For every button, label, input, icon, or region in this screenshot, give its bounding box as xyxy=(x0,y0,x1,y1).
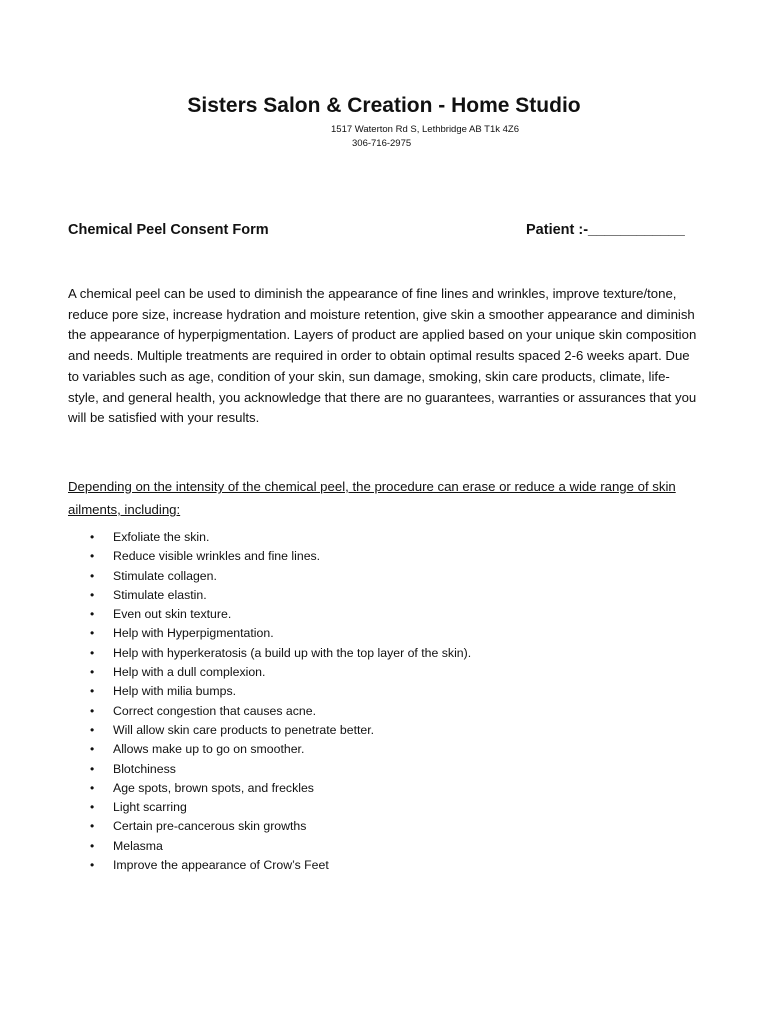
bullet-icon: • xyxy=(90,838,95,853)
list-item xyxy=(90,624,471,643)
form-title: Chemical Peel Consent Form xyxy=(68,222,269,238)
list-item xyxy=(90,779,471,798)
list-item-text: Even out skin texture. xyxy=(113,607,232,622)
bullet-icon: • xyxy=(90,684,95,699)
list-item xyxy=(90,605,471,624)
list-item xyxy=(90,856,471,875)
list-item-text: Improve the appearance of Crow’s Feet xyxy=(113,858,329,873)
list-item-text: Help with milia bumps. xyxy=(113,684,237,699)
list-item-text: Exfoliate the skin. xyxy=(113,530,210,544)
bullet-icon: • xyxy=(90,607,95,622)
list-item-text: Age spots, brown spots, and freckles xyxy=(113,780,314,795)
bullet-icon: • xyxy=(90,626,95,641)
salon-phone: 306-716-2975 xyxy=(352,138,412,149)
bullet-icon: • xyxy=(90,761,95,776)
list-item xyxy=(90,567,471,586)
bullet-icon: • xyxy=(90,549,95,564)
list-item-text: Melasma xyxy=(113,838,163,853)
list-item-text: Certain pre-cancerous skin growths xyxy=(113,819,307,834)
bullet-icon: • xyxy=(90,722,95,737)
list-item-text: Light scarring xyxy=(113,800,187,815)
list-item xyxy=(90,740,471,759)
bullet-icon: • xyxy=(90,645,95,660)
list-item xyxy=(90,586,471,605)
list-item xyxy=(90,721,471,740)
bullet-icon: • xyxy=(90,568,95,583)
list-item xyxy=(90,837,471,856)
list-item xyxy=(90,682,471,701)
bullet-icon: • xyxy=(90,742,95,757)
list-item xyxy=(90,817,471,836)
list-item xyxy=(90,760,471,779)
list-item-text: Help with a dull complexion. xyxy=(113,665,266,680)
bullet-icon: • xyxy=(90,858,95,873)
list-item xyxy=(90,644,471,663)
salon-title: Sisters Salon & Creation - Home Studio xyxy=(187,94,581,117)
bullet-icon: • xyxy=(90,800,95,815)
list-item-text: Reduce visible wrinkles and fine lines. xyxy=(113,549,321,564)
list-item-text: Stimulate collagen. xyxy=(113,568,217,583)
bullet-icon: • xyxy=(90,703,95,718)
bullet-icon: • xyxy=(90,530,95,544)
bullet-icon: • xyxy=(90,587,95,602)
list-item-text: Will allow skin care products to penetrate better. xyxy=(113,722,375,737)
list-item xyxy=(90,702,471,721)
ailments-list xyxy=(90,528,471,875)
list-item xyxy=(90,663,471,682)
list-item xyxy=(90,528,471,547)
list-item xyxy=(90,547,471,566)
list-item-text: Help with Hyperpigmentation. xyxy=(113,626,274,641)
bullet-icon: • xyxy=(90,665,95,680)
form-heading-row xyxy=(68,222,698,242)
list-item-text: Allows make up to go on smoother. xyxy=(113,742,305,757)
salon-address: 1517 Waterton Rd S, Lethbridge AB T1k 4Z6 xyxy=(331,124,520,135)
list-item-text: Stimulate elastin. xyxy=(113,587,207,602)
bullet-icon: • xyxy=(90,819,95,834)
intro-paragraph: A chemical peel can be used to diminish the appearance of fine lines and wrinkles, improve texture/tone, reduce pore size, increase hydration and moisture retention, give skin a smoother appearance and diminish the appearance of hyperpigmentation. Layers of product are applied based on your unique skin composition and needs. Multiple treatments are required in order to obtain optimal results spaced 2-6 weeks apart. Due to variables such as age, condition of your skin, sun damage, smoking, skin care products, climate, life-style, and general health, you acknowledge that there are no guarantees, warranties or assurances that you will be satisfied with your results. xyxy=(68,286,697,426)
bullet-icon: • xyxy=(90,780,95,795)
ailments-heading: Depending on the intensity of the chemical peel, the procedure can erase or reduce a wide range of skin ailments, including: xyxy=(68,479,676,517)
patient-blank-line[interactable]: ____________ xyxy=(588,222,685,238)
list-item-text: Blotchiness xyxy=(113,761,176,776)
patient-label: Patient :- xyxy=(526,222,589,238)
list-item xyxy=(90,798,471,817)
list-item-text: Help with hyperkeratosis (a build up with the top layer of the skin). xyxy=(113,645,472,660)
patient-field[interactable] xyxy=(526,222,685,238)
list-item-text: Correct congestion that causes acne. xyxy=(113,703,317,718)
